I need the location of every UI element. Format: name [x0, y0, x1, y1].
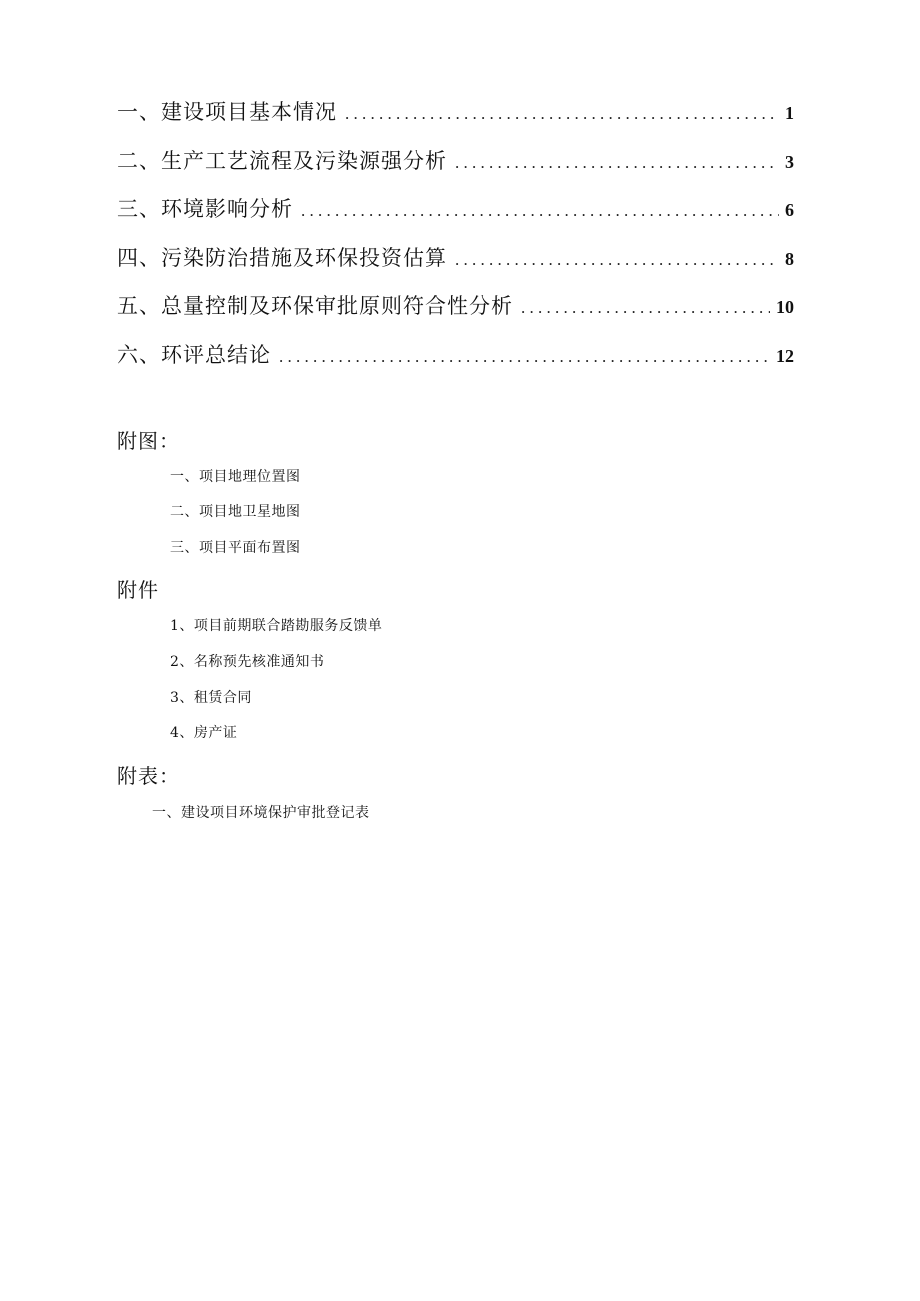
toc-dot-leader	[455, 250, 779, 270]
table-item: 一、建设项目环境保护审批登记表	[152, 805, 370, 821]
figures-heading: 附图：	[117, 429, 180, 453]
figure-item: 一、项目地理位置图	[170, 469, 301, 485]
toc-entry[interactable]	[117, 290, 794, 339]
toc-entry[interactable]	[117, 96, 794, 145]
toc-entry-title: 二、生产工艺流程及污染源强分析	[117, 148, 447, 173]
toc-entry-page: 12	[776, 345, 794, 366]
toc-entry-title: 五、总量控制及环保审批原则符合性分析	[117, 294, 513, 318]
toc-entry[interactable]	[117, 339, 794, 388]
figure-item: 二、项目地卫星地图	[170, 504, 301, 520]
toc-entry-title: 三、环境影响分析	[117, 197, 293, 221]
attachment-item: 3、租赁合同	[170, 690, 252, 706]
toc-entry-page: 10	[776, 297, 794, 317]
table-of-contents	[117, 96, 794, 387]
toc-entry-page: 3	[785, 151, 794, 172]
toc-entry-title: 一、建设项目基本情况	[117, 100, 337, 124]
toc-entry-page: 1	[785, 103, 794, 123]
attachment-item: 1、项目前期联合踏勘服务反馈单	[170, 618, 383, 634]
toc-dot-leader	[345, 104, 779, 124]
toc-dot-leader	[521, 298, 770, 318]
toc-entry[interactable]	[117, 145, 794, 194]
toc-entry-title: 六、环评总结论	[117, 342, 271, 367]
toc-entry-page: 6	[785, 200, 794, 220]
toc-dot-leader	[455, 153, 779, 173]
attachments-heading: 附件	[117, 578, 159, 602]
attachment-item: 2、名称预先核准通知书	[170, 654, 325, 670]
toc-dot-leader	[301, 201, 779, 221]
toc-dot-leader	[279, 347, 770, 367]
toc-entry-title: 四、污染防治措施及环保投资估算	[117, 245, 447, 270]
toc-entry-page: 8	[785, 248, 794, 269]
toc-entry[interactable]	[117, 242, 794, 291]
toc-entry[interactable]	[117, 193, 794, 242]
figure-item: 三、项目平面布置图	[170, 540, 301, 556]
tables-heading: 附表：	[117, 764, 180, 788]
attachment-item: 4、房产证	[170, 725, 238, 741]
